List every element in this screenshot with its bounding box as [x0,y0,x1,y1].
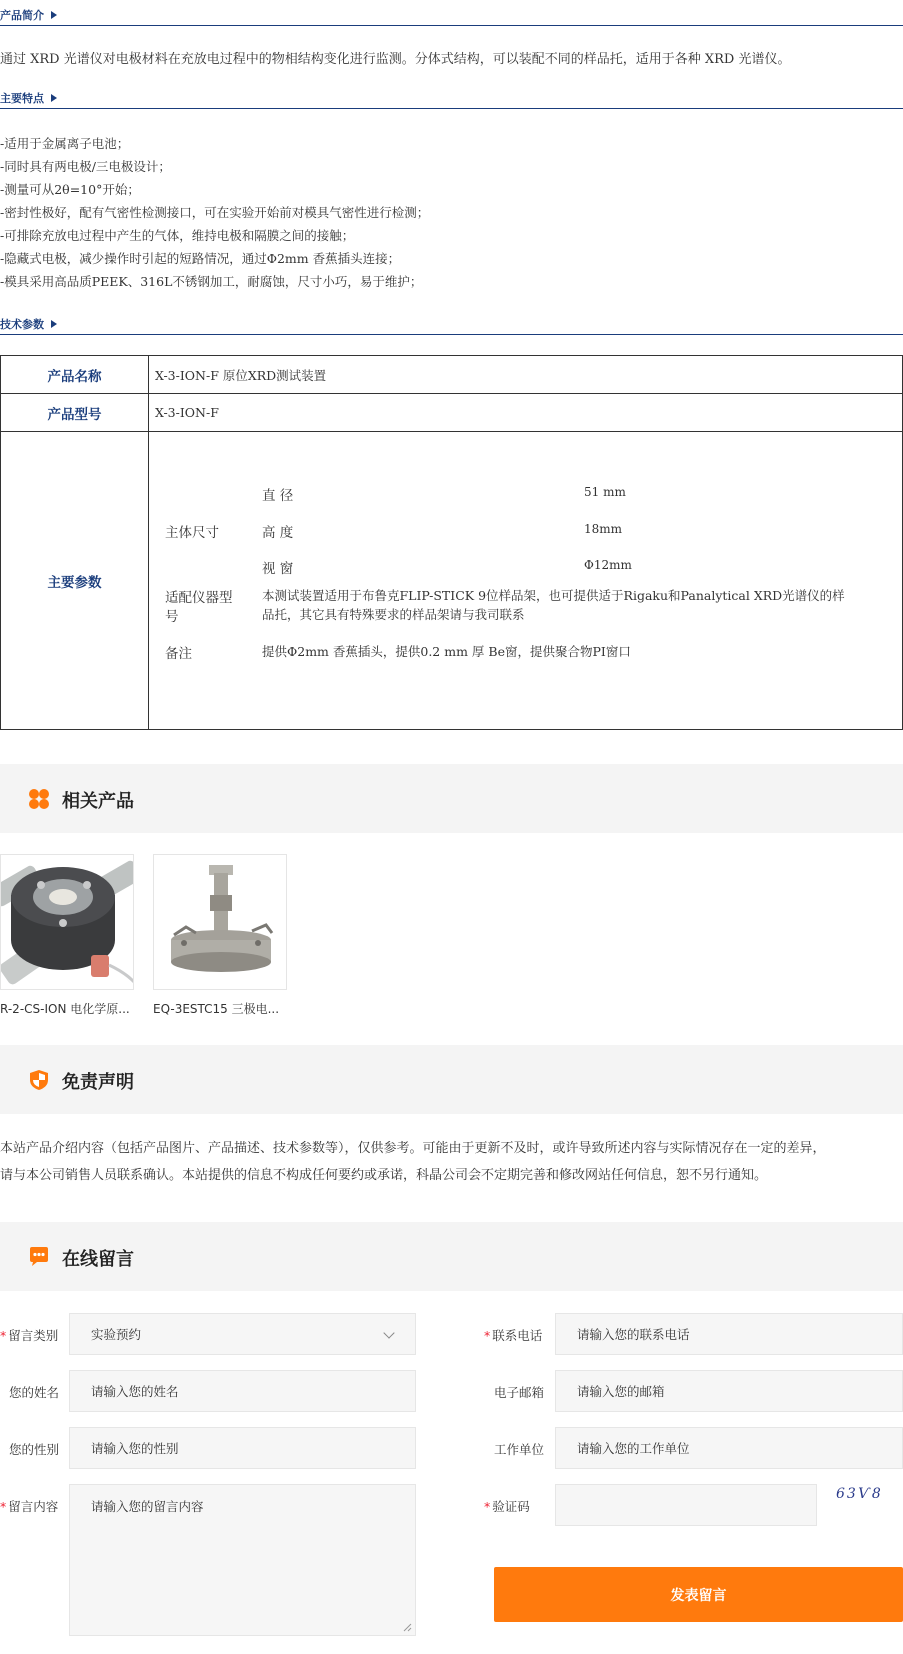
email-placeholder: 请输入您的邮箱 [577,1384,665,1399]
section-title-intro-label: 产品简介 [0,9,44,22]
captcha-image[interactable]: 63Ѵ8 [836,1486,883,1502]
params-main-label: 主要参数 [1,432,149,730]
email-input[interactable] [555,1370,903,1412]
params-name-label: 产品名称 [1,356,149,394]
params-row-main [1,432,903,730]
dim-diameter-label: 直 径 [262,488,294,504]
dim-height-value: 18mm [584,522,623,536]
required-mark: * [0,1328,7,1343]
compat-label-1: 适配仪器型 [165,590,233,606]
clover-icon [28,788,50,810]
required-mark: * [0,1499,7,1514]
phone-label [484,1326,542,1344]
note-value: 提供Φ2mm 香蕉插头，提供0.2 mm 厚 Be窗，提供聚合物PI窗口 [262,644,631,659]
online-message-header [0,1222,903,1291]
feature-item: -可排除充放电过程中产生的气体，维持电极和隔膜之间的接触； [0,228,355,243]
phone-placeholder: 请输入您的联系电话 [577,1327,690,1342]
section-title-features-label: 主要特点 [0,92,44,105]
feature-item: -隐藏式电极，减少操作时引起的短路情况，通过Φ2mm 香蕉插头连接； [0,251,401,266]
company-label: 工作单位 [494,1442,545,1457]
disclaimer-text [0,1135,903,1189]
section-title-params-label: 技术参数 [0,318,44,331]
company-input[interactable] [555,1427,903,1469]
disclaimer-title: 免责声明 [62,1072,134,1093]
triangle-right-icon [51,11,57,19]
type-label [0,1326,58,1344]
product-caption[interactable]: EQ-3ESTC15 三极电... [153,1002,280,1016]
captcha-input[interactable] [555,1484,817,1526]
message-textarea[interactable] [69,1484,416,1636]
section-title-intro [0,2,903,26]
disclaimer-line: 请与本公司销售人员联系确认。本站提供的信息不构成任何要约或承诺，科晶公司会不定期完善和修改网站任何信息，恕不另行通知。 [0,1168,768,1183]
type-select[interactable] [69,1313,416,1355]
compat-value-1: 本测试装置适用于布鲁克FLIP-STICK 9位样品架，也可提供适于Rigaku和Panalytical XRD光谱仪的样 [262,588,845,603]
product-image[interactable] [153,854,287,990]
dim-window-value: Φ12mm [584,558,632,572]
compat-value-2: 品托，其它具有特殊要求的样品架请与我司联系 [262,607,525,622]
disclaimer-line: 本站产品介绍内容（包括产品图片、产品描述、技术参数等），仅供参考。可能由于更新不及时，或许导致所述内容与实际情况存在一定的差异， [0,1141,826,1156]
params-row-model [1,394,903,432]
message-placeholder: 请输入您的留言内容 [91,1499,204,1514]
section-title-params [0,311,903,335]
compat-label-2: 号 [165,609,179,625]
type-label-text: 留言类别 [8,1328,59,1343]
required-mark: * [484,1328,491,1343]
chevron-down-icon [383,1327,394,1338]
dims-label: 主体尺寸 [165,525,219,541]
intro-text: 通过 XRD 光谱仪对电极材料在充放电过程中的物相结构变化进行监测。分体式结构，可以装配不同的样品托，适用于各种 XRD 光谱仪。 [0,52,791,67]
disclaimer-header [0,1045,903,1114]
related-product-card[interactable] [0,854,134,1017]
required-mark: * [484,1499,491,1514]
chat-bubble-icon [28,1246,50,1268]
triangle-right-icon [51,94,57,102]
related-product-card[interactable] [153,854,287,1017]
product-image[interactable] [0,854,134,990]
resize-handle-icon[interactable] [402,1622,412,1632]
dim-window-label: 视 窗 [262,561,294,577]
feature-list [0,132,429,293]
params-model-value: X-3-ION-F [149,394,903,432]
company-placeholder: 请输入您的工作单位 [577,1441,690,1456]
feature-item: -密封性极好，配有气密性检测接口，可在实验开始前对模具气密性进行检测； [0,205,430,220]
captcha-label-text: 验证码 [492,1499,530,1514]
dim-height-label: 高 度 [262,525,294,541]
params-main-inner [149,432,902,729]
name-placeholder: 请输入您的姓名 [91,1384,179,1399]
feature-item: -模具采用高品质PEEK、316L不锈钢加工，耐腐蚀，尺寸小巧，易于维护； [0,274,423,289]
params-table [0,355,903,730]
message-label [0,1497,58,1515]
params-name-value: X-3-ION-F 原位XRD测试装置 [149,356,903,394]
phone-input[interactable] [555,1313,903,1355]
feature-item: -适用于金属离子电池； [0,136,130,151]
message-label-text: 留言内容 [8,1499,59,1514]
shield-icon [28,1069,50,1091]
params-row-name [1,356,903,394]
gender-input[interactable] [69,1427,416,1469]
online-message-title: 在线留言 [62,1249,134,1270]
note-label: 备注 [165,646,192,662]
phone-label-text: 联系电话 [492,1328,543,1343]
email-label: 电子邮箱 [494,1385,545,1400]
related-products-title: 相关产品 [62,791,134,812]
params-main-cell [149,432,903,730]
gender-label: 您的性别 [9,1442,60,1457]
product-caption[interactable]: R-2-CS-ION 电化学原... [0,1002,130,1016]
related-products-header [0,764,903,833]
captcha-label [484,1497,530,1515]
triangle-right-icon [51,320,57,328]
name-label: 您的姓名 [9,1385,60,1400]
gender-placeholder: 请输入您的性别 [91,1441,179,1456]
type-select-value: 实验预约 [91,1327,142,1342]
feature-item: -同时具有两电极/三电极设计； [0,159,171,174]
section-title-features [0,85,903,109]
name-input[interactable] [69,1370,416,1412]
dim-diameter-value: 51 mm [584,485,626,499]
submit-button[interactable]: 发表留言 [494,1567,903,1622]
params-model-label: 产品型号 [1,394,149,432]
feature-item: -测量可从2θ=10°开始； [0,182,140,197]
